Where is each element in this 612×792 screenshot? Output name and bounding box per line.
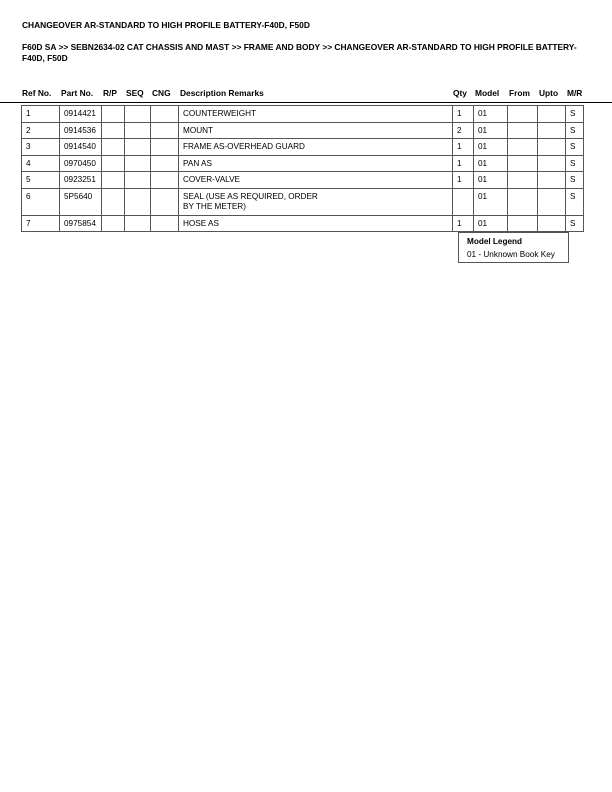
rp-cell xyxy=(102,188,125,215)
qty-cell: 1 xyxy=(453,139,474,156)
column-header-seq: SEQ xyxy=(126,88,144,98)
breadcrumb: F60D SA >> SEBN2634-02 CAT CHASSIS AND MAST >> FRAME AND BODY >> CHANGEOVER AR-STANDARD TO HIGH PROFILE BATTERY-F40D, F50D xyxy=(22,42,577,63)
upto-cell xyxy=(538,139,566,156)
mr-cell: S xyxy=(566,155,584,172)
part-no-cell: 0914540 xyxy=(60,139,102,156)
part-no-cell: 0914536 xyxy=(60,122,102,139)
seq-cell xyxy=(125,172,151,189)
part-no-cell: 0923251 xyxy=(60,172,102,189)
part-no-cell: 5P5640 xyxy=(60,188,102,215)
mr-cell: S xyxy=(566,215,584,232)
ref-no-cell: 5 xyxy=(22,172,60,189)
column-header-rp: R/P xyxy=(103,88,117,98)
description-line-1: SEAL (USE AS REQUIRED, ORDER xyxy=(183,191,318,201)
mr-cell: S xyxy=(566,122,584,139)
cng-cell xyxy=(151,172,179,189)
model-cell: 01 xyxy=(474,172,508,189)
seq-cell xyxy=(125,139,151,156)
qty-cell xyxy=(453,188,474,215)
cng-cell xyxy=(151,139,179,156)
cng-cell xyxy=(151,215,179,232)
upto-cell xyxy=(538,172,566,189)
rp-cell xyxy=(102,122,125,139)
from-cell xyxy=(508,106,538,123)
rp-cell xyxy=(102,106,125,123)
column-header-model: Model xyxy=(475,88,500,98)
model-cell: 01 xyxy=(474,139,508,156)
cng-cell xyxy=(151,122,179,139)
rp-cell xyxy=(102,139,125,156)
description-cell: HOSE AS xyxy=(179,215,453,232)
from-cell xyxy=(508,155,538,172)
column-header-qty: Qty xyxy=(453,88,467,98)
model-cell: 01 xyxy=(474,215,508,232)
cng-cell xyxy=(151,155,179,172)
model-legend-item: 01 - Unknown Book Key xyxy=(467,250,555,259)
upto-cell xyxy=(538,106,566,123)
table-row xyxy=(22,155,584,172)
ref-no-cell: 4 xyxy=(22,155,60,172)
column-header-ref-no: Ref No. xyxy=(22,88,52,98)
column-header-cng: CNG xyxy=(152,88,171,98)
qty-cell: 1 xyxy=(453,106,474,123)
from-cell xyxy=(508,188,538,215)
cng-cell xyxy=(151,188,179,215)
page-title: CHANGEOVER AR-STANDARD TO HIGH PROFILE BATTERY-F40D, F50D xyxy=(22,20,310,30)
from-cell xyxy=(508,139,538,156)
description-cell: FRAME AS-OVERHEAD GUARD xyxy=(179,139,453,156)
rp-cell xyxy=(102,215,125,232)
mr-cell: S xyxy=(566,139,584,156)
description-cell: PAN AS xyxy=(179,155,453,172)
table-row xyxy=(22,172,584,189)
model-cell: 01 xyxy=(474,106,508,123)
description-line-2: BY THE METER) xyxy=(183,202,246,211)
mr-cell: S xyxy=(566,172,584,189)
upto-cell xyxy=(538,122,566,139)
seq-cell xyxy=(125,155,151,172)
description-cell xyxy=(179,188,453,215)
upto-cell xyxy=(538,215,566,232)
model-legend xyxy=(458,232,569,263)
ref-no-cell: 6 xyxy=(22,188,60,215)
ref-no-cell: 3 xyxy=(22,139,60,156)
mr-cell: S xyxy=(566,188,584,215)
seq-cell xyxy=(125,122,151,139)
from-cell xyxy=(508,172,538,189)
mr-cell: S xyxy=(566,106,584,123)
table-row xyxy=(22,139,584,156)
rp-cell xyxy=(102,155,125,172)
header-divider xyxy=(0,102,612,103)
table-row xyxy=(22,215,584,232)
description-cell: MOUNT xyxy=(179,122,453,139)
ref-no-cell: 7 xyxy=(22,215,60,232)
qty-cell: 1 xyxy=(453,155,474,172)
qty-cell: 2 xyxy=(453,122,474,139)
from-cell xyxy=(508,122,538,139)
table-row xyxy=(22,106,584,123)
qty-cell: 1 xyxy=(453,215,474,232)
part-no-cell: 0975854 xyxy=(60,215,102,232)
parts-table xyxy=(21,105,584,232)
column-header-mr: M/R xyxy=(567,88,583,98)
model-cell: 01 xyxy=(474,122,508,139)
column-header-upto: Upto xyxy=(539,88,559,98)
seq-cell xyxy=(125,106,151,123)
upto-cell xyxy=(538,188,566,215)
from-cell xyxy=(508,215,538,232)
seq-cell xyxy=(125,188,151,215)
part-no-cell: 0914421 xyxy=(60,106,102,123)
column-header-from: From xyxy=(509,88,530,98)
ref-no-cell: 1 xyxy=(22,106,60,123)
cng-cell xyxy=(151,106,179,123)
part-no-cell: 0970450 xyxy=(60,155,102,172)
model-legend-title: Model Legend xyxy=(467,237,523,246)
description-cell: COUNTERWEIGHT xyxy=(179,106,453,123)
model-cell: 01 xyxy=(474,188,508,215)
qty-cell: 1 xyxy=(453,172,474,189)
description-cell: COVER-VALVE xyxy=(179,172,453,189)
ref-no-cell: 2 xyxy=(22,122,60,139)
rp-cell xyxy=(102,172,125,189)
column-header-description: Description Remarks xyxy=(180,88,264,98)
table-row xyxy=(22,122,584,139)
column-header-part-no: Part No. xyxy=(61,88,94,98)
seq-cell xyxy=(125,215,151,232)
upto-cell xyxy=(538,155,566,172)
table-row xyxy=(22,188,584,215)
model-cell: 01 xyxy=(474,155,508,172)
